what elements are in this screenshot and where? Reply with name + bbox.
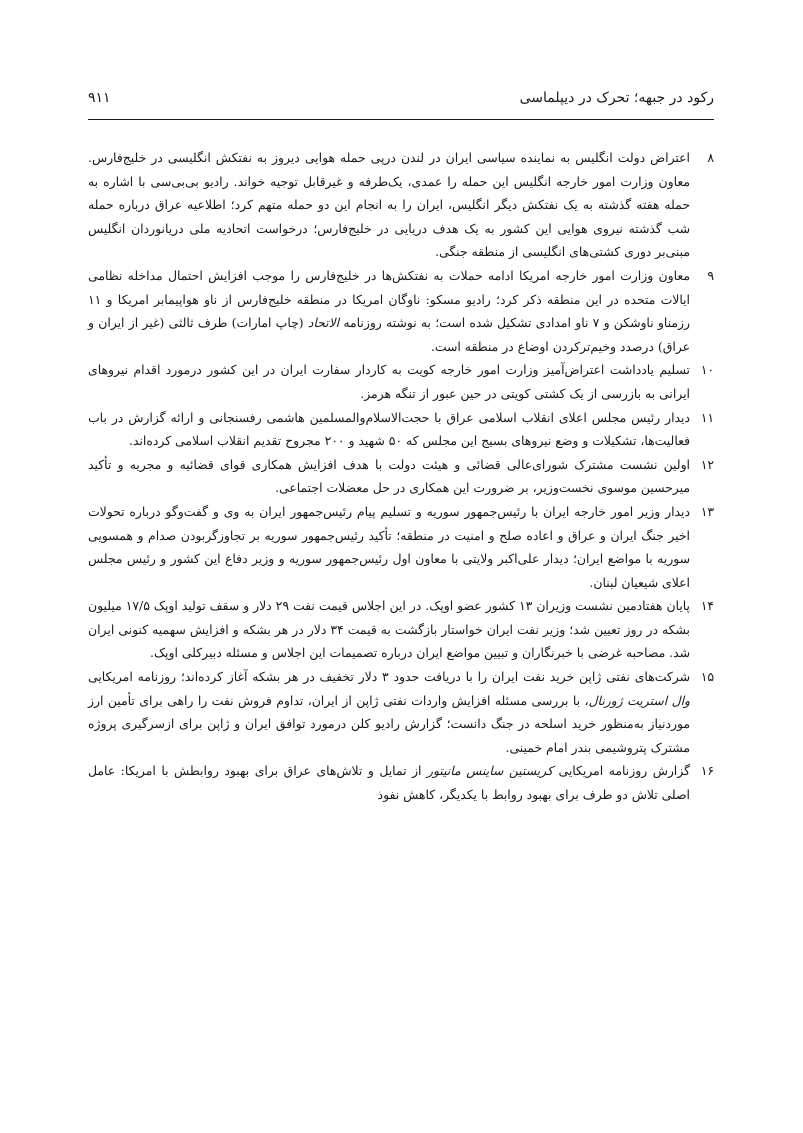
endnotes-list — [88, 146, 714, 807]
running-header — [88, 88, 714, 114]
endnote — [88, 594, 714, 665]
endnote — [88, 264, 714, 358]
endnote-text-run: دیدار رئیس مجلس اعلای انقلاب اسلامی عراق با حجت‌الاسلام‌والمسلمین هاشمی رفسنجانی و ارائه گزارش در باب فعالیت‌ها، تشکیلات و وضع نیروهای بسیج این مجلس که ۵۰ شهید و ۲۰۰ مجروح تقدیم انقلاب اسلامی کرده‌اند. — [88, 409, 690, 449]
endnote-number: ۱۰ — [700, 362, 714, 378]
endnote-text-run: دیدار وزیر امور خارجه ایران با رئیس‌جمهور سوریه و تسلیم پیام رئیس‌جمهور ایران به وی و گفت‌وگو درباره تحولات اخیر جنگ ایران و عراق و اعاده صلح و امنیت در منطقه؛ تأکید رئیس‌جمهور سوریه بر تجاوزگربودن صدام و همسویی سوریه با مواضع ایران؛ دیدار علی‌اکبر ولایتی با معاون اول رئیس‌جمهور سوریه و وزیر دفاع این کشور و رئیس مجلس اعلای شیعیان لبنان. — [88, 503, 690, 590]
endnote-number: ۱۳ — [700, 503, 714, 519]
endnote-text — [88, 264, 690, 358]
endnote-text-run: (چاپ امارات) طرف ثالثی (غیر از ایران و عراق) درصدد وخیم‌ترکردن اوضاع در منطقه است. — [88, 315, 690, 354]
publication-name: وال استریت ژورنال — [588, 692, 690, 708]
header-rule — [88, 119, 714, 120]
endnote — [88, 665, 714, 759]
endnote-text-run: اولین نشست مشترک شورای‌عالی قضائی و هیئت دولت با هدف افزایش همکاری قوای قضائیه و مجریه و تأکید میرحسین موسوی نخست‌وزیر، بر ضرورت این همکاری در حل معضلات اجتماعی. — [88, 456, 690, 496]
endnote-text — [88, 665, 690, 759]
endnote-text — [88, 759, 690, 806]
publication-name: کریستین ساینس مانیتور — [426, 763, 553, 779]
endnote — [88, 358, 714, 405]
endnote-text — [88, 146, 690, 264]
endnote-text-run: پایان هفتادمین نشست وزیران ۱۳ کشور عضو اوپک. در این اجلاس قیمت نفت ۲۹ دلار و سقف تولید اوپک ۱۷/۵ میلیون بشکه در روز تعیین شد؛ وزیر نفت ایران خواستار بازگشت به قیمت ۳۴ دلار در هر بشکه و افزایش سهمیه کنونی ایران شد. مصاحبه غرضی با خبرنگاران و تبیین مواضع ایران درباره تصمیمات این اجلاس و مسئله دبیرکلی اوپک. — [88, 598, 690, 661]
endnote — [88, 146, 714, 264]
endnote-text-run: از تمایل و تلاش‌های عراق برای بهبود روابطش با امریکا: عامل اصلی تلاش دو طرف برای بهبود روابط با یکدیگر، کاهش نفوذ — [88, 763, 690, 803]
endnote-text — [88, 594, 690, 665]
endnote-number: ۸ — [707, 150, 714, 165]
page-number: ۹۱۱ — [88, 90, 111, 106]
endnote-text-run: شرکت‌های نفتی ژاپن خرید نفت ایران را با دریافت حدود ۳ دلار تخفیف در هر بشکه آغاز کرده‌اند؛ روزنامه امریکایی — [88, 669, 690, 685]
endnote-number: ۱۱ — [700, 409, 714, 425]
endnote — [88, 406, 714, 453]
running-header-title: رکود در جبهه؛ تحرک در دیپلماسی — [519, 90, 714, 106]
endnote-text-run: اعتراض دولت انگلیس به نماینده سیاسی ایران در لندن درپی حمله هوایی دیروز به نفتکش انگلیسی در خلیج‌فارس. معاون وزارت امور خارجه انگلیس این حمله را عمدی، یک‌طرفه و غیرقابل توجیه خواند. رادیو بی‌بی‌سی با اشاره به حمله هفته گذشته به یک نفتکش دیگر انگلیس، ایران را به انجام این دو حمله متهم کرد؛ اطلاعیه عراق درباره حمله شب گذشته نیروی هوایی این کشور به یک هدف دریایی در خلیج‌فارس؛ درخواست اتحادیه ملی دریانوردان انگلیس مبنی‌بر دوری کشتی‌های انگلیسی از منطقه جنگی. — [88, 150, 690, 260]
endnote-number: ۱۴ — [700, 598, 714, 614]
endnote — [88, 759, 714, 806]
publication-name: الاتحاد — [307, 315, 340, 331]
endnote-text — [88, 358, 690, 405]
endnote-text-run: تسلیم یادداشت اعتراض‌آمیز وزارت امور خارجه کویت به کاردار سفارت ایران در این کشور درمورد اقدام نیروهای ایرانی به بازرسی از یک کشتی کویتی در حین عبور از تنگه هرمز. — [88, 362, 690, 401]
endnote-text — [88, 500, 690, 594]
endnote-text-run: ، با بررسی مسئله افزایش واردات نفتی ژاپن از ایران، تداوم فروش نفت را راهی برای تأمین ارز موردنیاز به‌منظور خرید اسلحه در جنگ دانست؛ گزارش رادیو کلن درمورد توافق ایران و ژاپن برای ازسرگیری پروژه مشترک پتروشیمی بندر امام خمینی. — [88, 692, 690, 755]
endnote-number: ۱۲ — [700, 456, 714, 472]
endnote-text-run: معاون وزارت امور خارجه امریکا ادامه حملات به نفتکش‌ها در خلیج‌فارس را موجب افزایش احتمال مداخله نظامی ایالات متحده در این منطقه ذکر کرد؛ رادیو مسکو: ناوگان امریکا در منطقه خلیج‌فارس از ناو هواپیمابر امریکا و ۱۱ رزمناو ناوشکن و ۷ ناو امدادی تشکیل شده است؛ به نوشته روزنامه — [88, 267, 691, 331]
endnote — [88, 453, 714, 500]
endnote-number: ۱۶ — [700, 763, 714, 779]
endnote-text — [88, 453, 690, 500]
endnote — [88, 500, 714, 594]
endnote-number: ۱۵ — [700, 669, 714, 685]
endnote-text — [88, 406, 690, 453]
endnote-text-run: گزارش روزنامه امریکایی — [553, 763, 690, 779]
endnote-number: ۹ — [707, 267, 714, 283]
